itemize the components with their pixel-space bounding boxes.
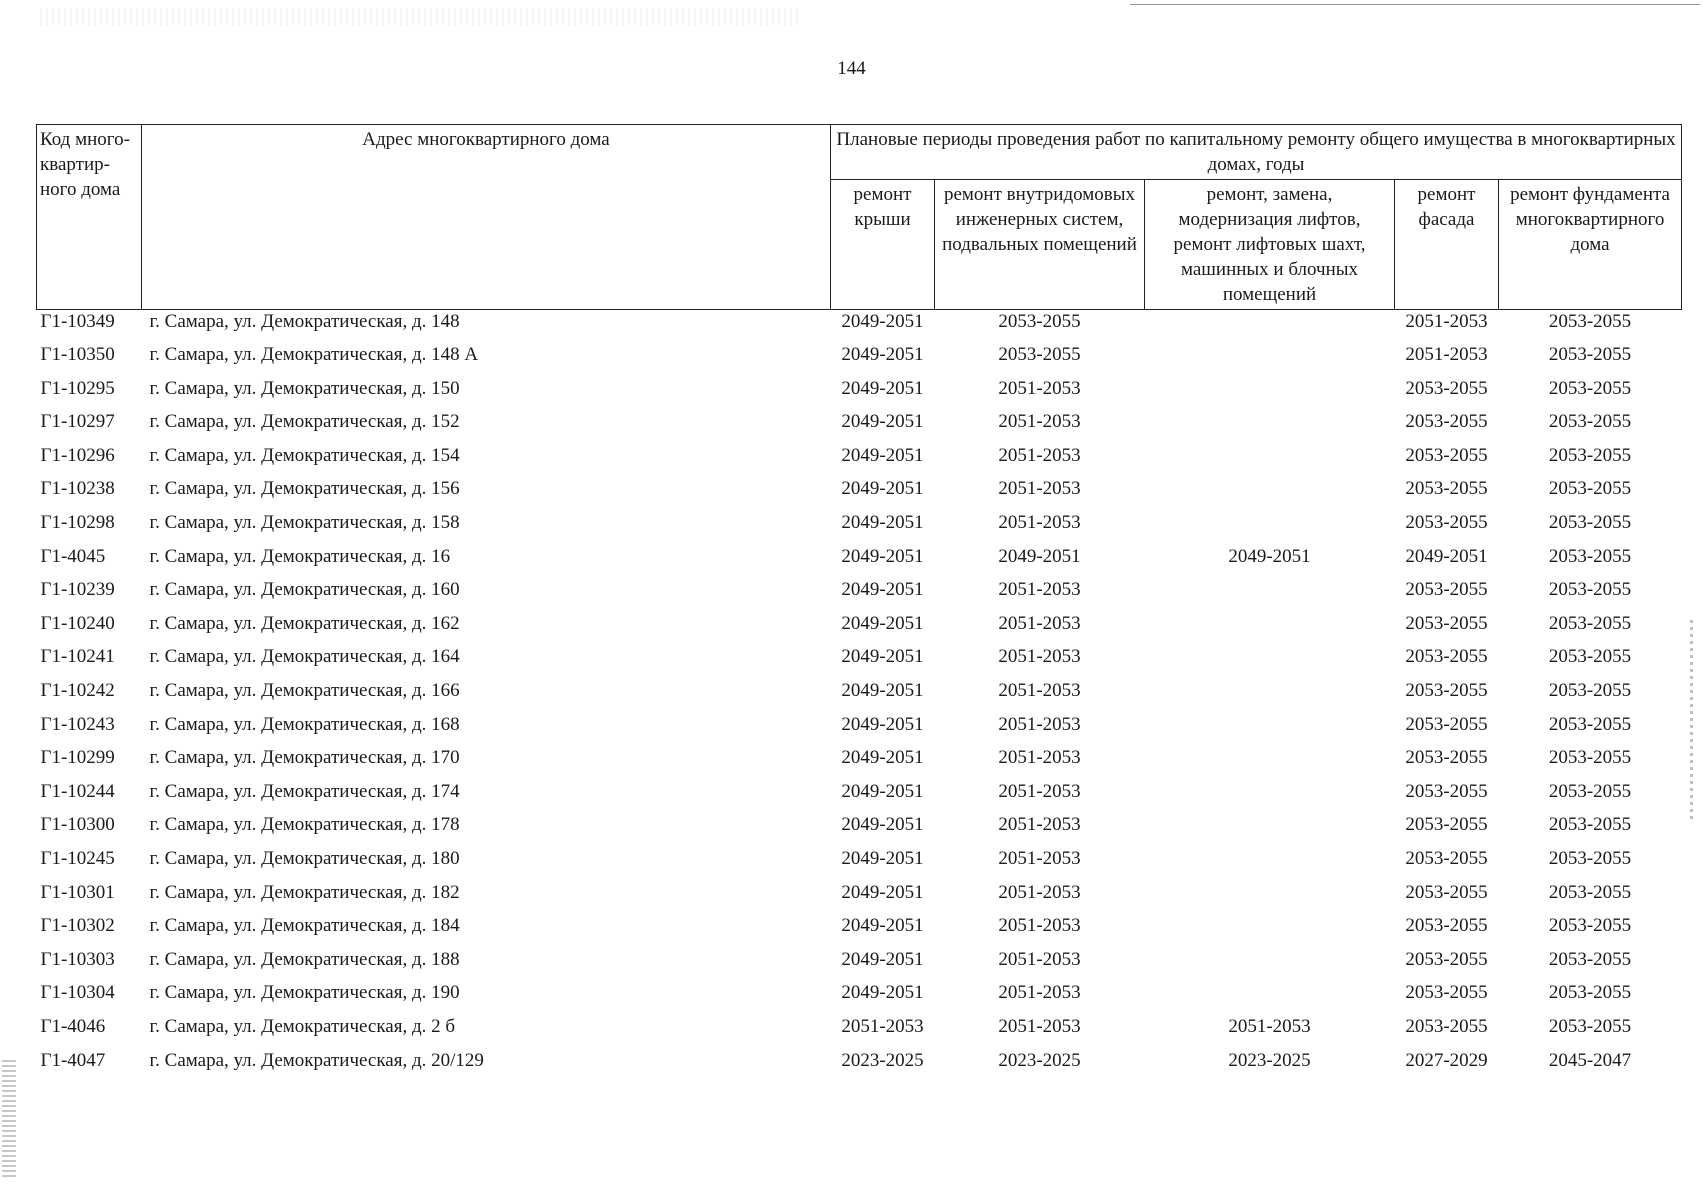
engineering-period: 2051-2053 [998, 612, 1081, 634]
engineering-period: 2051-2053 [998, 377, 1081, 399]
table-row [37, 477, 1682, 511]
house-code: Г1-4045 [40, 545, 106, 567]
house-address: г. Самара, ул. Демократическая, д. 190 [149, 982, 460, 1004]
facade-period: 2053-2055 [1405, 680, 1488, 702]
foundation-period: 2053-2055 [1548, 713, 1632, 735]
foundation-period: 2053-2055 [1548, 444, 1632, 466]
roof-period: 2049-2051 [841, 444, 924, 466]
facade-period: 2051-2053 [1405, 344, 1488, 366]
elevators-period [1145, 746, 1395, 780]
header-planned-periods: Плановые периоды проведения работ по капитальному ремонту общего имущества в многоквартирных домах, годы [831, 125, 1682, 180]
facade-period: 2053-2055 [1405, 646, 1488, 668]
house-code: Г1-10303 [40, 948, 115, 970]
table-row [37, 780, 1682, 814]
roof-period: 2049-2051 [841, 646, 924, 668]
roof-period: 2049-2051 [841, 948, 924, 970]
table-row [37, 410, 1682, 444]
foundation-period: 2053-2055 [1548, 1015, 1632, 1037]
foundation-period: 2053-2055 [1548, 881, 1632, 903]
table-row [37, 1049, 1682, 1083]
house-address: г. Самара, ул. Демократическая, д. 184 [149, 915, 460, 937]
foundation-period: 2053-2055 [1548, 915, 1632, 937]
facade-period: 2053-2055 [1405, 848, 1488, 869]
scan-edge-artifact [1690, 620, 1693, 820]
house-code: Г1-10297 [40, 411, 115, 433]
house-code: Г1-10295 [40, 377, 115, 399]
engineering-period: 2051-2053 [998, 646, 1081, 668]
facade-period: 2053-2055 [1405, 713, 1488, 735]
roof-period: 2049-2051 [841, 411, 924, 433]
house-code: Г1-10304 [40, 982, 115, 1004]
table-row [37, 377, 1682, 411]
table-row [37, 343, 1682, 377]
foundation-period: 2053-2055 [1548, 545, 1632, 567]
roof-period: 2049-2051 [841, 680, 924, 702]
elevators-period [1145, 679, 1395, 713]
elevators-period [1145, 444, 1395, 478]
facade-period: 2049-2051 [1405, 545, 1488, 567]
facade-period: 2053-2055 [1405, 579, 1488, 601]
elevators-period [1145, 343, 1395, 377]
house-code: Г1-10243 [40, 713, 115, 735]
house-address: г. Самара, ул. Демократическая, д. 20/129 [149, 1049, 484, 1071]
elevators-period [1145, 780, 1395, 814]
house-code: Г1-10349 [40, 311, 115, 332]
facade-period: 2053-2055 [1405, 747, 1488, 769]
house-code: Г1-10296 [40, 444, 115, 466]
foundation-period: 2053-2055 [1548, 680, 1632, 702]
table-row [37, 511, 1682, 545]
elevators-period [1145, 645, 1395, 679]
house-address: г. Самара, ул. Демократическая, д. 182 [149, 881, 460, 903]
table-row [37, 746, 1682, 780]
elevators-period [1145, 813, 1395, 847]
table-row [37, 578, 1682, 612]
facade-period: 2027-2029 [1405, 1049, 1488, 1071]
roof-period: 2049-2051 [841, 747, 924, 769]
house-code: Г1-10239 [40, 579, 115, 601]
table-row [37, 847, 1682, 881]
house-address: г. Самара, ул. Демократическая, д. 160 [149, 579, 460, 601]
elevators-period [1145, 377, 1395, 411]
table-row [37, 914, 1682, 948]
roof-period: 2049-2051 [841, 612, 924, 634]
house-address: г. Самара, ул. Демократическая, д. 170 [149, 747, 460, 769]
table-row [37, 310, 1682, 344]
facade-period: 2053-2055 [1405, 444, 1488, 466]
roof-period: 2049-2051 [841, 311, 924, 332]
table-row [37, 813, 1682, 847]
table-row [37, 545, 1682, 579]
foundation-period: 2053-2055 [1548, 478, 1632, 500]
engineering-period: 2053-2055 [998, 344, 1081, 366]
engineering-period: 2051-2053 [998, 747, 1081, 769]
facade-period: 2053-2055 [1405, 982, 1488, 1004]
house-code: Г1-10302 [40, 915, 115, 937]
house-code: Г1-10299 [40, 747, 115, 769]
foundation-period: 2045-2047 [1548, 1049, 1632, 1071]
house-address: г. Самара, ул. Демократическая, д. 174 [149, 780, 460, 802]
elevators-period [1145, 713, 1395, 747]
elevators-period [1145, 981, 1395, 1015]
roof-period: 2023-2025 [841, 1049, 924, 1071]
engineering-period: 2051-2053 [998, 982, 1081, 1004]
elevators-period [1145, 310, 1395, 344]
engineering-period: 2051-2053 [998, 713, 1081, 735]
roof-period: 2051-2053 [841, 1015, 924, 1037]
engineering-period: 2051-2053 [998, 579, 1081, 601]
engineering-period: 2051-2053 [998, 881, 1081, 903]
house-address: г. Самара, ул. Демократическая, д. 178 [149, 814, 460, 836]
house-address: г. Самара, ул. Демократическая, д. 162 [149, 612, 460, 634]
elevators-period: 2049-2051 [1228, 545, 1311, 567]
engineering-period: 2051-2053 [998, 814, 1081, 836]
header-foundation: ремонт фундамента многоквартирного дома [1499, 180, 1682, 310]
house-address: г. Самара, ул. Демократическая, д. 188 [149, 948, 460, 970]
engineering-period: 2023-2025 [998, 1049, 1081, 1071]
facade-period: 2053-2055 [1405, 948, 1488, 970]
table-header [37, 125, 1682, 310]
house-address: г. Самара, ул. Демократическая, д. 180 [149, 848, 460, 869]
facade-period: 2053-2055 [1405, 411, 1488, 433]
house-code: Г1-10300 [40, 814, 115, 836]
house-code: Г1-4047 [40, 1049, 106, 1071]
engineering-period: 2051-2053 [998, 512, 1081, 534]
engineering-period: 2051-2053 [998, 780, 1081, 802]
table-row [37, 713, 1682, 747]
roof-period: 2049-2051 [841, 881, 924, 903]
foundation-period: 2053-2055 [1548, 948, 1632, 970]
header-roof: ремонт крыши [831, 180, 935, 310]
engineering-period: 2051-2053 [998, 411, 1081, 433]
repair-schedule-table [36, 124, 1682, 1082]
engineering-period: 2051-2053 [998, 848, 1081, 869]
elevators-period: 2023-2025 [1228, 1049, 1311, 1071]
house-address: г. Самара, ул. Демократическая, д. 152 [149, 411, 460, 433]
roof-period: 2049-2051 [841, 545, 924, 567]
engineering-period: 2051-2053 [998, 680, 1081, 702]
house-address: г. Самара, ул. Демократическая, д. 16 [149, 545, 451, 567]
house-address: г. Самара, ул. Демократическая, д. 150 [149, 377, 460, 399]
table-row [37, 612, 1682, 646]
roof-period: 2049-2051 [841, 713, 924, 735]
house-address: г. Самара, ул. Демократическая, д. 164 [149, 646, 460, 668]
roof-period: 2049-2051 [841, 512, 924, 534]
table-row [37, 679, 1682, 713]
elevators-period [1145, 477, 1395, 511]
scan-noise [40, 8, 800, 26]
header-engineering: ремонт внутридомовых инженерных систем, подвальных помещений [935, 180, 1145, 310]
roof-period: 2049-2051 [841, 579, 924, 601]
foundation-period: 2053-2055 [1548, 411, 1632, 433]
roof-period: 2049-2051 [841, 915, 924, 937]
foundation-period: 2053-2055 [1548, 344, 1632, 366]
roof-period: 2049-2051 [841, 780, 924, 802]
house-address: г. Самара, ул. Демократическая, д. 2 б [149, 1015, 456, 1037]
page-number: 144 [837, 58, 866, 79]
header-elevators: ремонт, замена, модернизация лифтов, ремонт лифтовых шахт, машинных и блочных помещений [1145, 180, 1395, 310]
foundation-period: 2053-2055 [1548, 311, 1632, 332]
roof-period: 2049-2051 [841, 478, 924, 500]
facade-period: 2053-2055 [1405, 915, 1488, 937]
foundation-period: 2053-2055 [1548, 579, 1632, 601]
engineering-period: 2051-2053 [998, 948, 1081, 970]
foundation-period: 2053-2055 [1548, 780, 1632, 802]
facade-period: 2053-2055 [1405, 780, 1488, 802]
house-code: Г1-10301 [40, 881, 115, 903]
house-code: Г1-10298 [40, 512, 115, 534]
roof-period: 2049-2051 [841, 848, 924, 869]
header-address: Адрес многоквартирного дома [142, 125, 831, 310]
house-address: г. Самара, ул. Демократическая, д. 168 [149, 713, 460, 735]
elevators-period [1145, 914, 1395, 948]
facade-period: 2053-2055 [1405, 478, 1488, 500]
house-address: г. Самара, ул. Демократическая, д. 154 [149, 444, 460, 466]
header-code: Код много-квартир-ного дома [37, 125, 142, 310]
house-address: г. Самара, ул. Демократическая, д. 166 [149, 680, 460, 702]
table-body [37, 310, 1682, 1083]
facade-period: 2053-2055 [1405, 814, 1488, 836]
foundation-period: 2053-2055 [1548, 612, 1632, 634]
table-row [37, 444, 1682, 478]
scan-artifact-line [1130, 4, 1700, 5]
house-code: Г1-4046 [40, 1015, 106, 1037]
elevators-period [1145, 948, 1395, 982]
roof-period: 2049-2051 [841, 814, 924, 836]
engineering-period: 2051-2053 [998, 478, 1081, 500]
table-row [37, 1015, 1682, 1049]
elevators-period [1145, 511, 1395, 545]
engineering-period: 2051-2053 [998, 915, 1081, 937]
house-code: Г1-10350 [40, 344, 115, 366]
house-address: г. Самара, ул. Демократическая, д. 148 А [149, 344, 479, 366]
foundation-period: 2053-2055 [1548, 512, 1632, 534]
facade-period: 2053-2055 [1405, 1015, 1488, 1037]
foundation-period: 2053-2055 [1548, 377, 1632, 399]
elevators-period: 2051-2053 [1228, 1015, 1311, 1037]
elevators-period [1145, 612, 1395, 646]
table-row [37, 645, 1682, 679]
elevators-period [1145, 881, 1395, 915]
roof-period: 2049-2051 [841, 982, 924, 1004]
house-code: Г1-10240 [40, 612, 115, 634]
house-code: Г1-10238 [40, 478, 115, 500]
foundation-period: 2053-2055 [1548, 848, 1632, 869]
facade-period: 2053-2055 [1405, 612, 1488, 634]
house-address: г. Самара, ул. Демократическая, д. 156 [149, 478, 460, 500]
foundation-period: 2053-2055 [1548, 982, 1632, 1004]
scan-edge-artifact [2, 1060, 16, 1180]
house-address: г. Самара, ул. Демократическая, д. 158 [149, 512, 460, 534]
elevators-period [1145, 578, 1395, 612]
house-code: Г1-10241 [40, 646, 115, 668]
engineering-period: 2053-2055 [998, 311, 1081, 332]
house-code: Г1-10245 [40, 848, 115, 869]
elevators-period [1145, 847, 1395, 881]
house-code: Г1-10244 [40, 780, 115, 802]
facade-period: 2053-2055 [1405, 881, 1488, 903]
foundation-period: 2053-2055 [1548, 646, 1632, 668]
engineering-period: 2049-2051 [998, 545, 1081, 567]
house-address: г. Самара, ул. Демократическая, д. 148 [149, 311, 460, 332]
header-facade: ремонт фасада [1395, 180, 1499, 310]
facade-period: 2051-2053 [1405, 311, 1488, 332]
foundation-period: 2053-2055 [1548, 747, 1632, 769]
roof-period: 2049-2051 [841, 377, 924, 399]
facade-period: 2053-2055 [1405, 377, 1488, 399]
house-code: Г1-10242 [40, 680, 115, 702]
table-row [37, 948, 1682, 982]
elevators-period [1145, 410, 1395, 444]
table-row [37, 881, 1682, 915]
engineering-period: 2051-2053 [998, 444, 1081, 466]
engineering-period: 2051-2053 [998, 1015, 1081, 1037]
facade-period: 2053-2055 [1405, 512, 1488, 534]
foundation-period: 2053-2055 [1548, 814, 1632, 836]
table-row [37, 981, 1682, 1015]
roof-period: 2049-2051 [841, 344, 924, 366]
